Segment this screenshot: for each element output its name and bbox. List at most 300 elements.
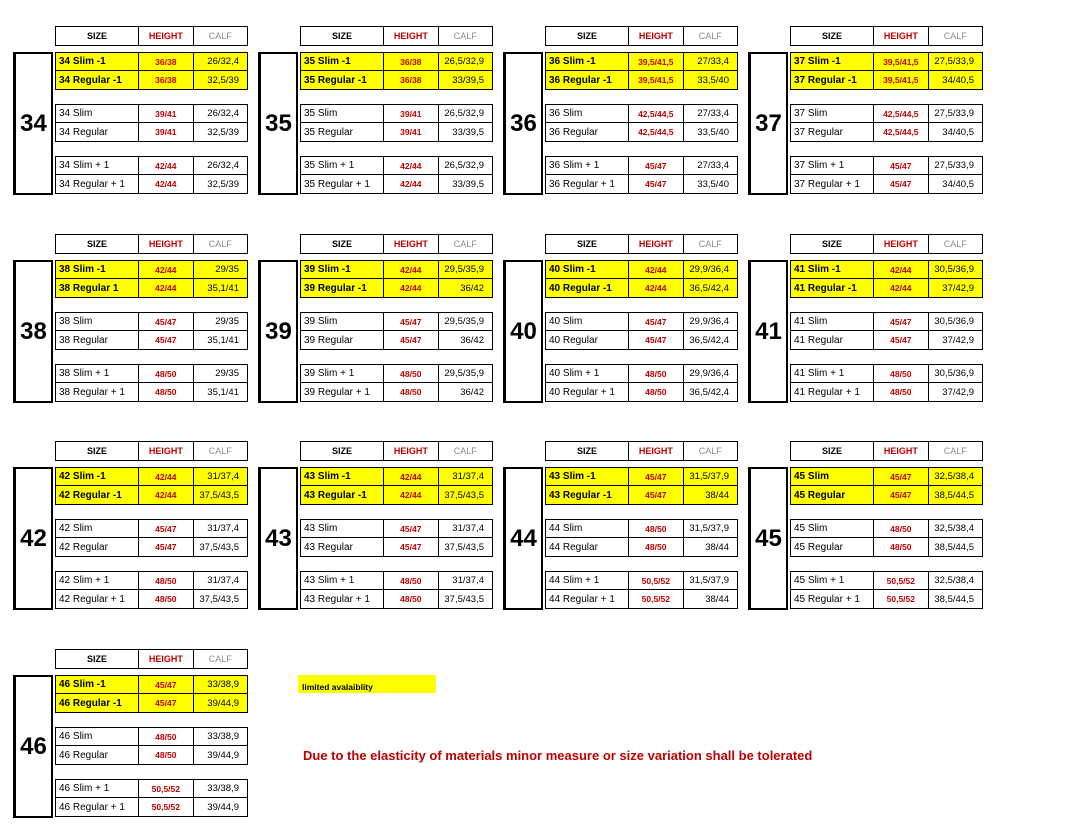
size-number: 34 [13, 52, 53, 195]
size-cell: 46 Regular [56, 746, 139, 764]
size-header: SIZE [546, 235, 629, 253]
table-row [545, 52, 738, 71]
size-cell: 36 Regular + 1 [546, 175, 629, 193]
size-header: SIZE [791, 235, 874, 253]
table-row [300, 52, 493, 71]
size-block-42 [13, 441, 248, 616]
calf-cell: 33,5/40 [697, 178, 729, 190]
limited-size-group [545, 260, 738, 298]
calf-header: CALF [453, 446, 477, 456]
table-row [545, 331, 738, 350]
table-row [545, 260, 738, 279]
size-cell: 42 Regular -1 [56, 486, 139, 504]
table-row [545, 123, 738, 142]
table-row [55, 538, 248, 557]
calf-cell: 33/39,5 [452, 178, 484, 190]
table-row [55, 383, 248, 402]
size-block-46 [13, 649, 248, 824]
calf-cell: 36,5/42,4 [689, 282, 729, 294]
table-header [55, 649, 248, 669]
size-cell: 44 Slim + 1 [546, 572, 629, 589]
calf-cell: 26/32,4 [207, 160, 239, 171]
calf-cell: 36/42 [460, 386, 484, 398]
limited-size-group [300, 52, 493, 90]
calf-cell: 36/42 [460, 282, 484, 294]
table-header [55, 441, 248, 461]
size-group [55, 364, 248, 402]
height-header: HEIGHT [629, 235, 683, 253]
calf-cell: 29/35 [215, 368, 239, 379]
size-group [55, 519, 248, 557]
size-block-36 [503, 26, 738, 201]
calf-cell: 29,5/35,9 [444, 264, 484, 275]
table-row [55, 675, 248, 694]
limited-size-group [790, 52, 983, 90]
table-header [300, 441, 493, 461]
calf-cell: 36,5/42,4 [689, 386, 729, 398]
calf-cell: 29,9/36,4 [689, 316, 729, 327]
height-cell: 48/50 [384, 365, 438, 382]
table-row [545, 571, 738, 590]
height-cell: 45/47 [384, 331, 438, 349]
size-block-41 [748, 234, 983, 409]
calf-header: CALF [698, 446, 722, 456]
size-header: SIZE [546, 442, 629, 460]
calf-cell: 27,5/33,9 [934, 160, 974, 171]
table-row [300, 331, 493, 350]
table-row [790, 590, 983, 609]
height-cell: 48/50 [874, 365, 928, 382]
table-row [790, 156, 983, 175]
calf-cell: 36/42 [460, 334, 484, 346]
height-cell: 45/47 [384, 313, 438, 330]
size-group [55, 156, 248, 194]
height-cell: 50,5/52 [629, 590, 683, 608]
height-header: HEIGHT [629, 442, 683, 460]
table-header [55, 234, 248, 254]
size-block-44 [503, 441, 738, 616]
size-group [300, 156, 493, 194]
size-cell: 41 Slim [791, 313, 874, 330]
calf-cell: 39/44,9 [207, 697, 239, 709]
height-cell: 45/47 [139, 538, 193, 556]
table-header [545, 26, 738, 46]
size-cell: 41 Regular [791, 331, 874, 349]
size-group [55, 312, 248, 350]
calf-cell: 38/44 [705, 593, 729, 605]
table-row [55, 156, 248, 175]
height-cell: 42/44 [384, 261, 438, 278]
calf-cell: 39/44,9 [207, 801, 239, 813]
table-row [545, 279, 738, 298]
size-cell: 46 Slim + 1 [56, 780, 139, 797]
calf-cell: 26,5/32,9 [444, 56, 484, 67]
calf-cell: 29,5/35,9 [444, 316, 484, 327]
calf-cell: 38/44 [705, 541, 729, 553]
size-cell: 38 Slim [56, 313, 139, 330]
size-number: 39 [258, 260, 298, 403]
height-header: HEIGHT [874, 235, 928, 253]
calf-cell: 38/44 [705, 489, 729, 501]
size-cell: 43 Slim -1 [546, 468, 629, 485]
height-cell: 48/50 [139, 572, 193, 589]
height-cell: 42/44 [384, 175, 438, 193]
table-row [55, 260, 248, 279]
height-cell: 45/47 [629, 175, 683, 193]
calf-cell: 33/38,9 [207, 783, 239, 794]
height-cell: 48/50 [139, 728, 193, 745]
height-cell: 45/47 [629, 486, 683, 504]
size-cell: 36 Regular [546, 123, 629, 141]
height-cell: 45/47 [139, 520, 193, 537]
calf-cell: 32,5/39 [207, 178, 239, 190]
size-group [790, 104, 983, 142]
size-cell: 43 Slim -1 [301, 468, 384, 485]
size-cell: 46 Regular + 1 [56, 798, 139, 816]
height-header: HEIGHT [139, 650, 193, 668]
height-header: HEIGHT [874, 442, 928, 460]
height-cell: 39/41 [139, 105, 193, 122]
height-cell: 39,5/41,5 [874, 71, 928, 89]
size-group [55, 571, 248, 609]
size-group [790, 364, 983, 402]
size-group [55, 779, 248, 817]
table-row [790, 71, 983, 90]
table-row [790, 383, 983, 402]
table-row [790, 538, 983, 557]
height-cell: 45/47 [629, 157, 683, 174]
table-row [300, 538, 493, 557]
height-cell: 48/50 [874, 538, 928, 556]
height-cell: 45/47 [874, 486, 928, 504]
height-cell: 50,5/52 [139, 798, 193, 816]
table-row [55, 779, 248, 798]
size-cell: 44 Regular [546, 538, 629, 556]
calf-cell: 30,5/36,9 [934, 316, 974, 327]
size-block-39 [258, 234, 493, 409]
limited-size-group [300, 260, 493, 298]
height-cell: 50,5/52 [139, 780, 193, 797]
size-cell: 45 Regular + 1 [791, 590, 874, 608]
size-group [300, 104, 493, 142]
calf-cell: 37,5/43,5 [444, 489, 484, 501]
size-group [790, 519, 983, 557]
calf-header: CALF [208, 654, 232, 664]
calf-cell: 30,5/36,9 [934, 264, 974, 275]
table-row [55, 331, 248, 350]
height-cell: 39,5/41,5 [629, 71, 683, 89]
table-row [790, 571, 983, 590]
size-cell: 37 Regular + 1 [791, 175, 874, 193]
size-header: SIZE [301, 235, 384, 253]
table-header [55, 26, 248, 46]
calf-cell: 36,5/42,4 [689, 334, 729, 346]
calf-cell: 31/37,4 [207, 471, 239, 482]
size-cell: 45 Slim [791, 520, 874, 537]
height-cell: 39,5/41,5 [874, 53, 928, 70]
calf-header: CALF [453, 31, 477, 41]
table-header [790, 234, 983, 254]
height-cell: 42,5/44,5 [874, 105, 928, 122]
height-header: HEIGHT [384, 235, 438, 253]
height-cell: 42/44 [139, 261, 193, 278]
size-cell: 44 Slim [546, 520, 629, 537]
calf-cell: 37,5/43,5 [199, 489, 239, 501]
table-header [545, 234, 738, 254]
height-cell: 42/44 [139, 175, 193, 193]
height-cell: 42,5/44,5 [874, 123, 928, 141]
table-row [790, 519, 983, 538]
table-row [790, 486, 983, 505]
size-header: SIZE [56, 442, 139, 460]
size-cell: 46 Slim [56, 728, 139, 745]
calf-cell: 37,5/43,5 [199, 541, 239, 553]
size-group [55, 727, 248, 765]
calf-cell: 31/37,4 [452, 523, 484, 534]
size-cell: 36 Slim [546, 105, 629, 122]
calf-cell: 31,5/37,9 [689, 471, 729, 482]
table-row [300, 571, 493, 590]
size-block-35 [258, 26, 493, 201]
size-cell: 38 Slim + 1 [56, 365, 139, 382]
size-cell: 45 Regular [791, 486, 874, 504]
size-number: 41 [748, 260, 788, 403]
size-cell: 40 Slim + 1 [546, 365, 629, 382]
size-cell: 45 Slim + 1 [791, 572, 874, 589]
calf-cell: 37/42,9 [942, 282, 974, 294]
calf-cell: 35,1/41 [207, 386, 239, 398]
size-block-45 [748, 441, 983, 616]
calf-header: CALF [208, 31, 232, 41]
calf-cell: 31/37,4 [452, 575, 484, 586]
height-cell: 42/44 [874, 261, 928, 278]
table-row [545, 486, 738, 505]
size-cell: 46 Slim -1 [56, 676, 139, 693]
table-header [300, 26, 493, 46]
size-cell: 46 Regular -1 [56, 694, 139, 712]
table-row [545, 538, 738, 557]
table-row [790, 123, 983, 142]
height-cell: 36/38 [139, 53, 193, 70]
size-cell: 40 Regular -1 [546, 279, 629, 297]
calf-cell: 35,1/41 [207, 282, 239, 294]
height-cell: 48/50 [384, 383, 438, 401]
size-cell: 39 Slim [301, 313, 384, 330]
size-cell: 43 Regular -1 [546, 486, 629, 504]
size-cell: 41 Regular -1 [791, 279, 874, 297]
calf-cell: 31/37,4 [207, 575, 239, 586]
height-cell: 39,5/41,5 [629, 53, 683, 70]
table-row [790, 104, 983, 123]
calf-cell: 34/40,5 [942, 178, 974, 190]
height-header: HEIGHT [629, 27, 683, 45]
table-row [790, 175, 983, 194]
size-cell: 36 Slim + 1 [546, 157, 629, 174]
table-row [545, 364, 738, 383]
calf-cell: 31,5/37,9 [689, 523, 729, 534]
table-row [545, 312, 738, 331]
table-row [300, 312, 493, 331]
calf-cell: 27,5/33,9 [934, 56, 974, 67]
calf-cell: 33/38,9 [207, 679, 239, 690]
size-number: 44 [503, 467, 543, 610]
table-row [545, 590, 738, 609]
size-group [790, 156, 983, 194]
size-group [300, 519, 493, 557]
size-cell: 44 Regular + 1 [546, 590, 629, 608]
size-cell: 35 Slim + 1 [301, 157, 384, 174]
size-cell: 42 Regular + 1 [56, 590, 139, 608]
calf-header: CALF [453, 239, 477, 249]
calf-header: CALF [698, 31, 722, 41]
height-cell: 42,5/44,5 [629, 123, 683, 141]
height-header: HEIGHT [139, 235, 193, 253]
calf-cell: 33,5/40 [697, 74, 729, 86]
limited-availability-legend: limited avalaiblity [298, 675, 436, 693]
calf-header: CALF [698, 239, 722, 249]
size-cell: 34 Regular + 1 [56, 175, 139, 193]
limited-size-group [790, 467, 983, 505]
size-cell: 45 Slim [791, 468, 874, 485]
size-header: SIZE [301, 27, 384, 45]
limited-size-group [790, 260, 983, 298]
table-row [545, 467, 738, 486]
table-row [545, 383, 738, 402]
size-cell: 38 Regular [56, 331, 139, 349]
size-cell: 42 Slim + 1 [56, 572, 139, 589]
calf-cell: 37/42,9 [942, 334, 974, 346]
table-row [55, 123, 248, 142]
size-number: 35 [258, 52, 298, 195]
table-row [55, 104, 248, 123]
table-row [300, 519, 493, 538]
table-row [55, 279, 248, 298]
limited-size-group [55, 52, 248, 90]
table-row [55, 467, 248, 486]
calf-cell: 29,5/35,9 [444, 368, 484, 379]
height-header: HEIGHT [139, 442, 193, 460]
height-cell: 50,5/52 [629, 572, 683, 589]
height-cell: 48/50 [629, 538, 683, 556]
table-row [55, 519, 248, 538]
size-cell: 37 Regular -1 [791, 71, 874, 89]
size-group [790, 312, 983, 350]
size-group [300, 571, 493, 609]
height-cell: 45/47 [874, 157, 928, 174]
calf-header: CALF [208, 239, 232, 249]
table-header [545, 441, 738, 461]
size-header: SIZE [56, 650, 139, 668]
calf-cell: 27/33,4 [697, 108, 729, 119]
size-cell: 37 Slim [791, 105, 874, 122]
table-row [55, 52, 248, 71]
size-header: SIZE [56, 27, 139, 45]
size-cell: 34 Slim [56, 105, 139, 122]
table-row [300, 279, 493, 298]
height-cell: 42/44 [629, 261, 683, 278]
height-cell: 42/44 [629, 279, 683, 297]
table-row [55, 175, 248, 194]
calf-cell: 39/44,9 [207, 749, 239, 761]
height-cell: 42/44 [384, 486, 438, 504]
height-cell: 45/47 [874, 313, 928, 330]
size-cell: 39 Slim -1 [301, 261, 384, 278]
calf-cell: 37,5/43,5 [444, 593, 484, 605]
height-cell: 42/44 [139, 157, 193, 174]
size-cell: 42 Slim [56, 520, 139, 537]
table-header [790, 26, 983, 46]
height-cell: 48/50 [384, 572, 438, 589]
height-header: HEIGHT [874, 27, 928, 45]
calf-cell: 37/42,9 [942, 386, 974, 398]
calf-cell: 33,5/40 [697, 126, 729, 138]
size-header: SIZE [56, 235, 139, 253]
size-cell: 37 Slim -1 [791, 53, 874, 70]
calf-cell: 31/37,4 [452, 471, 484, 482]
calf-cell: 26/32,4 [207, 108, 239, 119]
size-number: 37 [748, 52, 788, 195]
table-row [300, 486, 493, 505]
size-cell: 43 Regular + 1 [301, 590, 384, 608]
table-row [790, 279, 983, 298]
height-cell: 39/41 [384, 105, 438, 122]
size-block-43 [258, 441, 493, 616]
table-row [55, 746, 248, 765]
size-cell: 41 Slim + 1 [791, 365, 874, 382]
limited-size-group [300, 467, 493, 505]
size-cell: 37 Slim + 1 [791, 157, 874, 174]
table-row [545, 71, 738, 90]
height-cell: 42/44 [874, 279, 928, 297]
size-cell: 39 Regular -1 [301, 279, 384, 297]
calf-cell: 34/40,5 [942, 74, 974, 86]
table-row [300, 156, 493, 175]
size-cell: 38 Regular + 1 [56, 383, 139, 401]
size-group [545, 571, 738, 609]
height-cell: 45/47 [384, 520, 438, 537]
size-header: SIZE [301, 442, 384, 460]
calf-cell: 29/35 [215, 264, 239, 275]
table-row [790, 312, 983, 331]
height-cell: 48/50 [139, 746, 193, 764]
limited-size-group [55, 675, 248, 713]
table-row [55, 590, 248, 609]
size-cell: 39 Slim + 1 [301, 365, 384, 382]
size-cell: 41 Regular + 1 [791, 383, 874, 401]
height-cell: 39/41 [384, 123, 438, 141]
table-row [545, 104, 738, 123]
calf-cell: 34/40,5 [942, 126, 974, 138]
size-cell: 43 Slim + 1 [301, 572, 384, 589]
table-row [55, 694, 248, 713]
height-header: HEIGHT [384, 27, 438, 45]
height-cell: 45/47 [874, 468, 928, 485]
size-cell: 43 Slim [301, 520, 384, 537]
size-group [545, 104, 738, 142]
size-cell: 40 Slim [546, 313, 629, 330]
size-cell: 39 Regular [301, 331, 384, 349]
size-group [55, 104, 248, 142]
size-number: 38 [13, 260, 53, 403]
height-cell: 42/44 [384, 468, 438, 485]
table-row [300, 364, 493, 383]
size-cell: 38 Regular 1 [56, 279, 139, 297]
calf-cell: 26,5/32,9 [444, 108, 484, 119]
size-group [545, 156, 738, 194]
calf-cell: 31,5/37,9 [689, 575, 729, 586]
height-cell: 36/38 [139, 71, 193, 89]
height-cell: 48/50 [139, 365, 193, 382]
